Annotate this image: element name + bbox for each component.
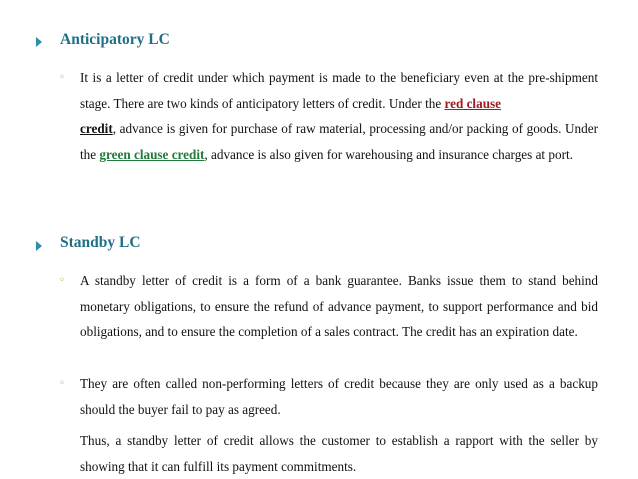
paragraph-text: , advance is given for purchase of raw material, processing and/or packing of goods. Under the (80, 121, 598, 162)
triangle-right-icon (36, 241, 42, 251)
ring-bullet-icon: ◦ (59, 72, 65, 83)
green-clause-term: green clause credit (99, 146, 205, 162)
ring-bullet-icon: ◦ (59, 378, 65, 389)
section-heading-standby: Standby LC (60, 234, 141, 251)
ring-bullet-icon: ◦ (59, 275, 65, 286)
paragraph-standby-continuation: Thus, a standby letter of credit allows the customer to establish a rapport with the seller by showing that it can fulfill its payment commitments. (80, 433, 598, 474)
paragraph-text: , advance is also given for warehousing and insurance charges at port. (204, 146, 573, 162)
paragraph-text: It is a letter of credit under which payment is made to the beneficiary even at the pre-shipment stage. There are two kinds of anticipatory letters of credit. Under the (80, 70, 598, 111)
paragraph-standby-1: A standby letter of credit is a form of a bank guarantee. Banks issue them to stand behind monetary obligations, to ensure the refund of advance payment, to support performance and bid obligations, and to ensure the completion of a sales contract. The credit has an expiration date. (80, 273, 598, 339)
red-clause-term-credit: credit (80, 121, 113, 136)
section-heading-anticipatory: Anticipatory LC (60, 31, 170, 48)
red-clause-term: red clause (444, 95, 502, 111)
triangle-right-icon (36, 37, 42, 47)
paragraph-standby-2: They are often called non-performing letters of credit because they are only used as a backup should the buyer fail to pay as agreed. (80, 376, 598, 417)
paragraph-anticipatory (80, 65, 598, 167)
